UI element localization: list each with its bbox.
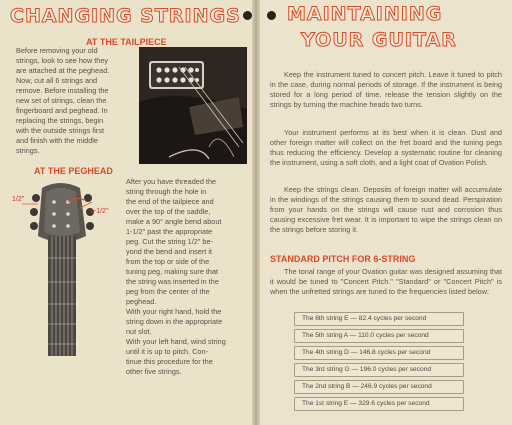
standard-pitch-title: STANDARD PITCH FOR 6-STRING: [270, 254, 416, 264]
text-line: make a 90° angle bend about: [126, 217, 222, 226]
tailpiece-title: AT THE TAILPIECE: [86, 37, 167, 47]
text-line: other five strings.: [126, 367, 182, 376]
text-line: replacing the strings, begin: [16, 116, 104, 125]
text-line: After you have threaded the: [126, 177, 217, 186]
text-line: string down in the appropriate: [126, 317, 223, 326]
page-gutter: [252, 0, 260, 425]
text-line: from the top or side of the: [126, 257, 210, 266]
text-line: until it is up to pitch. Con-: [126, 347, 208, 356]
text-line: With your right hand, hold the: [126, 307, 222, 316]
text-line: peg from the center of the: [126, 287, 210, 296]
pitch-row: The 4th string D — 146.8 cycles per second: [294, 346, 464, 360]
text-line: strings, look to see how they: [16, 56, 109, 65]
text-line: the string was inserted in the: [126, 277, 219, 286]
pitch-row: The 1st string E — 329.6 cycles per second: [294, 397, 464, 411]
text-line: yond the bend and insert it: [126, 247, 213, 256]
text-line: and finish with the middle: [16, 136, 98, 145]
peghead-illustration: [8, 178, 116, 356]
tailpiece-text: [16, 46, 134, 156]
maintaining-heading: MAINTAINING: [287, 3, 443, 25]
text-line: with the outside strings first: [16, 126, 105, 135]
your-guitar-heading: YOUR GUITAR: [301, 29, 457, 51]
pitch-row: The 6th string E — 82.4 cycles per second: [294, 312, 464, 326]
text-line: remove. Before installing the: [16, 86, 109, 95]
pitch-row: The 5th string A — 110.0 cycles per second: [294, 329, 464, 343]
inch-and-half-label: 1-1/2": [90, 208, 109, 215]
text-line: tinue this procedure for the: [126, 357, 213, 366]
pitch-table: [294, 312, 464, 414]
text-line: are attached at the peghead.: [16, 66, 110, 75]
text-line: strings.: [16, 146, 40, 155]
text-line: the end of the tailpiece and: [126, 197, 214, 206]
half-inch-label: 1/2": [12, 196, 25, 203]
text-line: nut slot.: [126, 327, 152, 336]
maintenance-paragraph-1: Keep the instrument tuned to concert pitch. Leave it tuned to pitch in the case, during normal periods of storage. If the instrument is being stored for a long period of time, release the tension slightly on the strings by turning the machine heads two turns.: [270, 70, 502, 109]
maintenance-paragraph-3: Keep the strings clean. Deposits of foreign matter will accumulate in the windings of the strings causing them to sound dead. Perspiration from your hands on the strings will cause rust and corrosion thus causing excessive fret wear. It is important to wipe the strings clean on the strings before storing it.: [270, 185, 502, 234]
text-line: peg. Cut the string 1/2" be-: [126, 237, 213, 246]
maintenance-paragraph-2: Your instrument performs at its best when it is clean. Dust and other foreign matter will collect on the fret board and the tuning pegs thus reducing the efficiency. Develop a systematic routine for cleaning the instrument, using a soft cloth, and a light coat of Ovation Polish.: [270, 128, 502, 167]
text-line: fingerboard and peghead. In: [16, 106, 108, 115]
text-line: over the top of the saddle,: [126, 207, 211, 216]
text-line: tuning peg, making sure that: [126, 267, 219, 276]
changing-strings-heading: CHANGING STRINGS: [10, 5, 241, 27]
pitch-row: The 3rd string G — 196.0 cycles per second: [294, 363, 464, 377]
standard-pitch-intro: The tonal range of your Ovation guitar was designed assuming that it would be tuned to "Concert Pitch." "Standard" or "Concert Pitch" is when the unfretted strings are tuned to the frequencies listed below:: [270, 267, 502, 296]
peghead-text: [126, 177, 246, 377]
text-line: new set of strings, clean the: [16, 96, 107, 105]
text-line: Before removing your old: [16, 46, 98, 55]
text-line: 1-1/2" past the appropriate: [126, 227, 213, 236]
pitch-row: The 2nd string B — 246.9 cycles per second: [294, 380, 464, 394]
text-line: With your left hand, wind string: [126, 337, 226, 346]
binding-hole-left: [243, 11, 252, 20]
text-line: Now, cut all 6 strings and: [16, 76, 98, 85]
binding-hole-right: [267, 11, 276, 20]
tailpiece-photo: [139, 47, 247, 164]
peghead-title: AT THE PEGHEAD: [34, 166, 113, 176]
text-line: peghead.: [126, 297, 157, 306]
text-line: string through the hole in: [126, 187, 207, 196]
